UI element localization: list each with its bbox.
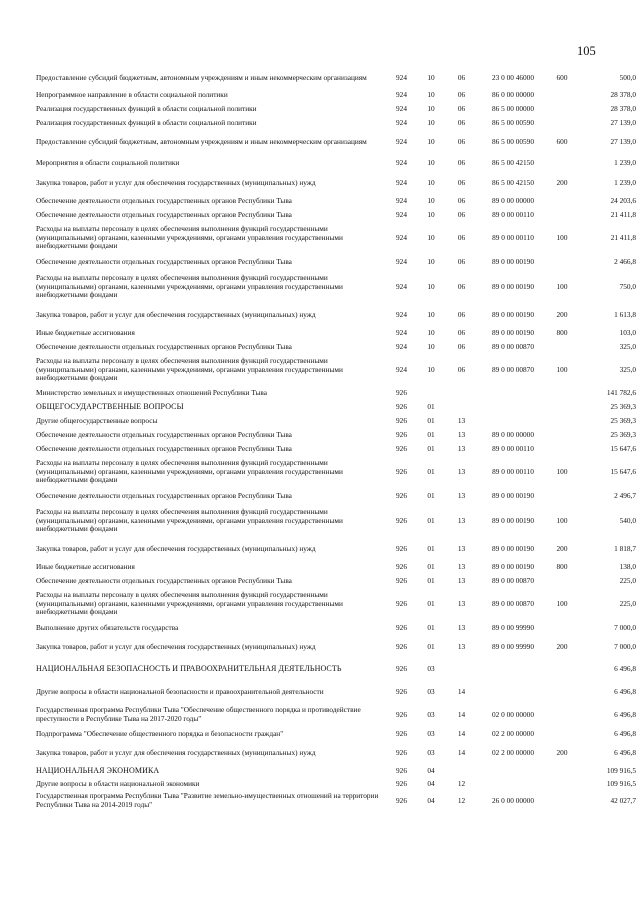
row-name-cell: Расходы на выплаты персоналу в целях обеспечения выполнения функций государственными (муниципальными) органами, казенными учреждениями, органами управления государственными внебюджетными фондами [36,224,343,251]
expense-type-code-cell: 100 [556,232,568,242]
target-article-code-cell: 89 0 00 00190 [492,256,534,266]
row-name-cell: Расходы на выплаты персоналу в целях обеспечения выполнения функций государственными (муниципальными) органами, казенными учреждениями, органами управления государственными внебюджетными фондами [36,356,343,383]
target-article-code-cell: 02 2 00 00000 [492,747,534,757]
table-row [36,680,636,704]
row-name-cell: Обеспечение деятельности отдельных государственных органов Республики Тыва [36,209,292,219]
row-name-cell: Выполнение других обязательств государства [36,622,179,632]
ministry-code-cell: 926 [396,561,407,571]
subsection-code-cell: 13 [457,490,466,500]
section-code-cell: 10 [427,341,435,351]
target-article-code-cell: 89 0 00 00110 [492,232,534,242]
amount-cell: 15 647,6 [610,466,636,476]
amount-cell: 1 239,0 [614,157,636,167]
table-row [36,116,636,130]
amount-cell: 27 139,0 [610,117,636,127]
ministry-code-cell: 924 [396,157,407,167]
amount-cell: 225,0 [619,598,636,608]
ministry-code-cell: 926 [396,622,407,632]
target-article-code-cell: 89 0 00 00190 [492,543,534,553]
ministry-code-cell: 926 [396,466,407,476]
row-name-cell: Обеспечение деятельности отдельных государственных органов Республики Тыва [36,195,292,205]
target-article-code-cell: 89 0 00 00870 [492,341,534,351]
subsection-code-cell: 13 [457,561,466,571]
row-name-cell: Иные бюджетные ассигнования [36,327,135,337]
expense-type-code-cell: 100 [556,466,568,476]
subsection-code-cell: 13 [457,415,466,425]
table-row [36,130,636,154]
ministry-code-cell: 926 [396,747,407,757]
section-code-cell: 03 [427,663,435,673]
amount-cell: 7 000,0 [614,622,636,632]
table-row [36,574,636,588]
subsection-code-cell: 13 [457,466,466,476]
subsection-code-cell: 13 [457,598,466,608]
table-row [36,456,636,488]
ministry-code-cell: 926 [396,709,407,719]
subsection-code-cell: 12 [457,778,466,788]
ministry-code-cell: 926 [396,543,407,553]
table-row [36,588,636,620]
row-name-cell: Обеспечение деятельности отдельных государственных органов Республики Тыва [36,341,292,351]
amount-cell: 6 496,8 [614,663,636,673]
table-row [36,742,636,764]
ministry-code-cell: 924 [396,309,407,319]
ministry-code-cell: 924 [396,327,407,337]
target-article-code-cell: 89 0 00 00870 [492,364,534,374]
target-article-code-cell: 89 0 00 00870 [492,575,534,585]
subsection-code-cell: 14 [457,709,466,719]
ministry-code-cell: 926 [396,728,407,738]
section-code-cell: 10 [427,281,435,291]
row-name-cell: Подпрограмма "Обеспечение общественного порядка и безопасности граждан" [36,728,284,738]
subsection-code-cell: 13 [457,429,466,439]
table-row [36,636,636,658]
section-code-cell: 01 [427,429,435,439]
table-row [36,354,636,386]
row-name-cell: Реализация государственных функций в области социальной политики [36,117,257,127]
row-name-cell: Закупка товаров, работ и услуг для обеспечения государственных (муниципальных) нужд [36,641,316,651]
amount-cell: 25 369,3 [610,429,636,439]
target-article-code-cell: 89 0 00 00870 [492,598,534,608]
table-row [36,304,636,326]
row-name-cell: Государственная программа Республики Тыва "Обеспечение общественного порядка и противодействие преступности в Республике Тыва на 2017-2020 годы" [36,705,361,723]
target-article-code-cell: 23 0 00 46000 [492,72,534,82]
target-article-code-cell: 89 0 00 00190 [492,561,534,571]
target-article-code-cell: 86 5 00 42150 [492,157,534,167]
table-row [36,488,636,504]
expense-type-code-cell: 200 [556,309,568,319]
expense-type-code-cell: 800 [556,327,568,337]
ministry-code-cell: 924 [396,256,407,266]
subsection-code-cell: 13 [457,575,466,585]
table-row [36,414,636,428]
amount-cell: 6 496,8 [614,747,636,757]
section-code-cell: 01 [427,490,435,500]
table-row [36,102,636,116]
section-code-cell: 10 [427,232,435,242]
subsection-code-cell: 06 [457,209,466,219]
table-row [36,88,636,102]
row-name-cell: НАЦИОНАЛЬНАЯ ЭКОНОМИКА [36,765,160,775]
target-article-code-cell: 89 0 00 00000 [492,195,534,205]
ministry-code-cell: 926 [396,765,407,775]
ministry-code-cell: 924 [396,89,407,99]
ministry-code-cell: 924 [396,72,407,82]
ministry-code-cell: 926 [396,795,407,805]
row-name-cell: Предоставление субсидий бюджетным, автономным учреждениям и иным некоммерческим организациям [36,72,367,82]
amount-cell: 7 000,0 [614,641,636,651]
expense-type-code-cell: 800 [556,561,568,571]
target-article-code-cell: 86 5 00 00000 [492,103,534,113]
subsection-code-cell: 06 [457,72,466,82]
ministry-code-cell: 926 [396,515,407,525]
row-name-cell: Обеспечение деятельности отдельных государственных органов Республики Тыва [36,443,292,453]
ministry-code-cell: 926 [396,778,407,788]
target-article-code-cell: 89 0 00 00190 [492,515,534,525]
amount-cell: 103,0 [619,327,636,337]
target-article-code-cell: 02 0 00 00000 [492,709,534,719]
table-row [36,428,636,442]
amount-cell: 21 411,8 [610,209,636,219]
ministry-code-cell: 924 [396,103,407,113]
ministry-code-cell: 924 [396,136,407,146]
ministry-code-cell: 926 [396,415,407,425]
table-row [36,172,636,194]
section-code-cell: 03 [427,686,435,696]
subsection-code-cell: 06 [457,177,466,187]
target-article-code-cell: 89 0 00 00110 [492,209,534,219]
ministry-code-cell: 926 [396,401,407,411]
row-name-cell: Иные бюджетные ассигнования [36,561,135,571]
subsection-code-cell: 14 [457,747,466,757]
subsection-code-cell: 06 [457,136,466,146]
subsection-code-cell: 06 [457,103,466,113]
amount-cell: 6 496,8 [614,709,636,719]
ministry-code-cell: 926 [396,641,407,651]
table-row [36,442,636,456]
target-article-code-cell: 89 0 00 00190 [492,327,534,337]
expense-type-code-cell: 100 [556,281,568,291]
subsection-code-cell: 13 [457,543,466,553]
target-article-code-cell: 86 5 00 00590 [492,117,534,127]
subsection-code-cell: 06 [457,281,466,291]
ministry-code-cell: 926 [396,429,407,439]
subsection-code-cell: 13 [457,443,466,453]
table-row [36,504,636,538]
row-name-cell: Расходы на выплаты персоналу в целях обеспечения выполнения функций государственными (муниципальными) органами, казенными учреждениями, органами управления государственными внебюджетными фондами [36,507,343,534]
row-name-cell: Закупка товаров, работ и услуг для обеспечения государственных (муниципальных) нужд [36,543,316,553]
section-code-cell: 01 [427,575,435,585]
row-name-cell: Непрограммное направление в области социальной политики [36,89,228,99]
subsection-code-cell: 13 [457,515,466,525]
section-code-cell: 04 [427,795,435,805]
table-row [36,560,636,574]
amount-cell: 15 647,6 [610,443,636,453]
target-article-code-cell: 89 0 00 00110 [492,466,534,476]
ministry-code-cell: 924 [396,177,407,187]
table-row [36,620,636,636]
section-row [36,764,636,778]
amount-cell: 28 378,0 [610,103,636,113]
amount-cell: 141 782,6 [606,387,636,397]
section-code-cell: 10 [427,364,435,374]
ministry-code-cell: 926 [396,598,407,608]
subsection-code-cell: 06 [457,89,466,99]
expense-type-code-cell: 200 [556,747,568,757]
subsection-code-cell: 13 [457,641,466,651]
row-name-cell: Расходы на выплаты персоналу в целях обеспечения выполнения функций государственными (муниципальными) органами, казенными учреждениями, органами управления государственными внебюджетными фондами [36,458,343,485]
amount-cell: 42 027,7 [610,795,636,805]
section-code-cell: 10 [427,309,435,319]
expense-type-code-cell: 600 [556,136,568,146]
section-code-cell: 10 [427,103,435,113]
amount-cell: 225,0 [619,575,636,585]
subsection-code-cell: 13 [457,622,466,632]
row-name-cell: ОБЩЕГОСУДАРСТВЕННЫЕ ВОПРОСЫ [36,401,184,411]
table-row [36,68,636,88]
row-name-cell: Закупка товаров, работ и услуг для обеспечения государственных (муниципальных) нужд [36,309,316,319]
amount-cell: 2 496,7 [614,490,636,500]
section-code-cell: 10 [427,72,435,82]
subsection-code-cell: 06 [457,364,466,374]
ministry-code-cell: 924 [396,341,407,351]
amount-cell: 109 916,5 [606,778,636,788]
expense-type-code-cell: 100 [556,364,568,374]
section-code-cell: 10 [427,195,435,205]
amount-cell: 28 378,0 [610,89,636,99]
row-name-cell: Обеспечение деятельности отдельных государственных органов Республики Тыва [36,256,292,266]
section-code-cell: 10 [427,136,435,146]
amount-cell: 540,0 [619,515,636,525]
target-article-code-cell: 89 0 00 99990 [492,622,534,632]
table-row [36,154,636,172]
row-name-cell: Другие вопросы в области национальной безопасности и правоохранительной деятельности [36,686,324,696]
section-code-cell: 10 [427,157,435,167]
ministry-code-cell: 924 [396,117,407,127]
row-name-cell: Другие общегосударственные вопросы [36,415,158,425]
ministry-code-cell: 924 [396,232,407,242]
expense-type-code-cell: 200 [556,543,568,553]
section-code-cell: 03 [427,709,435,719]
section-code-cell: 01 [427,598,435,608]
target-article-code-cell: 89 0 00 00190 [492,490,534,500]
table-row [36,538,636,560]
row-name-cell: НАЦИОНАЛЬНАЯ БЕЗОПАСНОСТЬ И ПРАВООХРАНИТЕЛЬНАЯ ДЕЯТЕЛЬНОСТЬ [36,663,342,673]
section-code-cell: 03 [427,728,435,738]
target-article-code-cell: 89 0 00 00190 [492,281,534,291]
row-name-cell: Мероприятия в области социальной политики [36,157,180,167]
expense-type-code-cell: 200 [556,641,568,651]
section-code-cell: 01 [427,401,435,411]
amount-cell: 750,0 [619,281,636,291]
section-code-cell: 10 [427,256,435,266]
expense-type-code-cell: 100 [556,598,568,608]
expense-type-code-cell: 100 [556,515,568,525]
section-code-cell: 10 [427,209,435,219]
amount-cell: 27 139,0 [610,136,636,146]
table-row [36,208,636,222]
amount-cell: 1 239,0 [614,177,636,187]
amount-cell: 25 369,3 [610,415,636,425]
row-name-cell: Обеспечение деятельности отдельных государственных органов Республики Тыва [36,429,292,439]
subsection-code-cell: 06 [457,327,466,337]
table-row [36,194,636,208]
section-code-cell: 01 [427,641,435,651]
amount-cell: 21 411,8 [610,232,636,242]
subsection-code-cell: 06 [457,256,466,266]
ministry-code-cell: 924 [396,209,407,219]
section-code-cell: 01 [427,415,435,425]
ministry-code-cell: 926 [396,686,407,696]
table-row [36,340,636,354]
amount-cell: 1 818,7 [614,543,636,553]
ministry-code-cell: 926 [396,575,407,585]
table-row [36,386,636,400]
section-code-cell: 01 [427,543,435,553]
ministry-code-cell: 924 [396,195,407,205]
amount-cell: 2 466,8 [614,256,636,266]
subsection-code-cell: 06 [457,309,466,319]
table-row [36,704,636,726]
ministry-code-cell: 926 [396,490,407,500]
section-code-cell: 01 [427,466,435,476]
section-code-cell: 01 [427,443,435,453]
target-article-code-cell: 86 0 00 00000 [492,89,534,99]
amount-cell: 325,0 [619,364,636,374]
expense-type-code-cell: 200 [556,177,568,187]
target-article-code-cell: 86 5 00 42150 [492,177,534,187]
row-name-cell: Расходы на выплаты персоналу в целях обеспечения выполнения функций государственными (муниципальными) органами, казенными учреждениями, органами управления государственными внебюджетными фондами [36,273,343,300]
page-number: 105 [577,44,596,58]
section-code-cell: 01 [427,561,435,571]
amount-cell: 24 203,6 [610,195,636,205]
row-name-cell: Другие вопросы в области национальной экономики [36,778,200,788]
section-code-cell: 10 [427,177,435,187]
amount-cell: 325,0 [619,341,636,351]
amount-cell: 25 369,3 [610,401,636,411]
section-code-cell: 04 [427,778,435,788]
section-code-cell: 03 [427,747,435,757]
row-name-cell: Реализация государственных функций в области социальной политики [36,103,257,113]
subsection-code-cell: 06 [457,117,466,127]
section-code-cell: 01 [427,622,435,632]
section-code-cell: 10 [427,117,435,127]
amount-cell: 1 613,8 [614,309,636,319]
target-article-code-cell: 89 0 00 00190 [492,309,534,319]
subsection-code-cell: 06 [457,195,466,205]
subsection-code-cell: 06 [457,157,466,167]
ministry-code-cell: 926 [396,663,407,673]
ministry-code-cell: 926 [396,443,407,453]
subsection-code-cell: 14 [457,728,466,738]
ministry-code-cell: 924 [396,364,407,374]
target-article-code-cell: 89 0 00 00000 [492,429,534,439]
target-article-code-cell: 26 0 00 00000 [492,795,534,805]
ministry-code-cell: 924 [396,281,407,291]
amount-cell: 109 916,5 [606,765,636,775]
table-row [36,254,636,270]
amount-cell: 6 496,8 [614,728,636,738]
row-name-cell: Государственная программа Республики Тыва "Развитие земельно-имущественных отношений на территории Республики Тыва на 2014-2019 годы" [36,791,379,809]
table-row [36,326,636,340]
row-name-cell: Расходы на выплаты персоналу в целях обеспечения выполнения функций государственными (муниципальными) органами, казенными учреждениями, органами управления государственными внебюджетными фондами [36,590,343,617]
target-article-code-cell: 89 0 00 99990 [492,641,534,651]
budget-table [36,68,636,812]
subsection-code-cell: 12 [457,795,466,805]
row-name-cell: Предоставление субсидий бюджетным, автономным учреждениям и иным некоммерческим организациям [36,136,367,146]
amount-cell: 138,0 [619,561,636,571]
row-name-cell: Обеспечение деятельности отдельных государственных органов Республики Тыва [36,575,292,585]
expense-type-code-cell: 600 [556,72,568,82]
row-name-cell: Министерство земельных и имущественных отношений Республики Тыва [36,387,267,397]
subsection-code-cell: 14 [457,686,466,696]
section-code-cell: 10 [427,89,435,99]
subsection-code-cell: 06 [457,232,466,242]
target-article-code-cell: 89 0 00 00110 [492,443,534,453]
section-row [36,658,636,680]
amount-cell: 6 496,8 [614,686,636,696]
section-code-cell: 10 [427,327,435,337]
amount-cell: 500,0 [619,72,636,82]
table-row [36,222,636,254]
table-row [36,790,636,812]
row-name-cell: Обеспечение деятельности отдельных государственных органов Республики Тыва [36,490,292,500]
target-article-code-cell: 02 2 00 00000 [492,728,534,738]
row-name-cell: Закупка товаров, работ и услуг для обеспечения государственных (муниципальных) нужд [36,177,316,187]
section-code-cell: 04 [427,765,435,775]
table-row [36,270,636,304]
subsection-code-cell: 06 [457,341,466,351]
table-row [36,726,636,742]
target-article-code-cell: 86 5 00 00590 [492,136,534,146]
section-code-cell: 01 [427,515,435,525]
section-row [36,400,636,414]
ministry-code-cell: 926 [396,387,407,397]
table-row [36,778,636,790]
row-name-cell: Закупка товаров, работ и услуг для обеспечения государственных (муниципальных) нужд [36,747,316,757]
